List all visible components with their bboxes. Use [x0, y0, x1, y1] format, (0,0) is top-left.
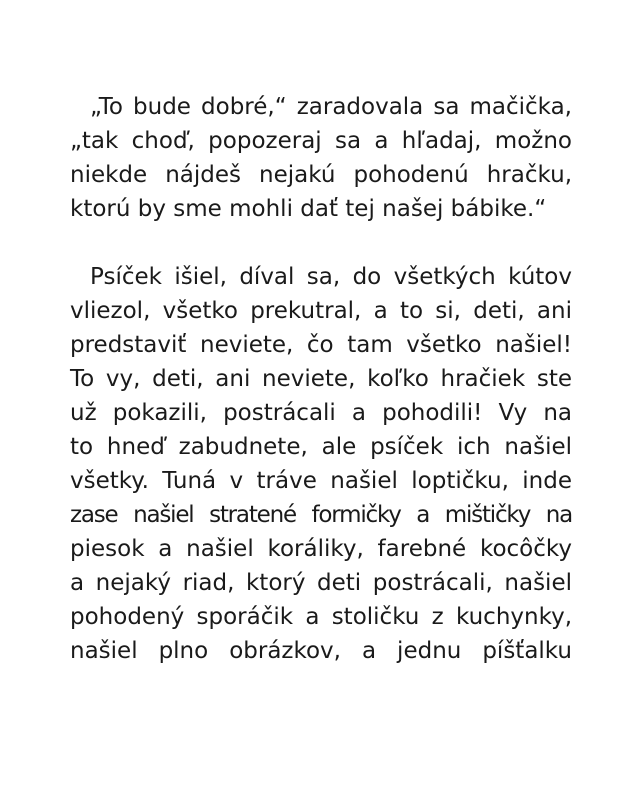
text-line: to hneď zabudnete, ale psíček ich našiel	[70, 434, 572, 460]
paragraph-1	[70, 90, 572, 226]
text-line: piesok a našiel koráliky, farebné kocôčky	[70, 536, 572, 562]
story-text	[70, 90, 572, 668]
text-line: Psíček išiel, díval sa, do všetkých kútov	[90, 264, 572, 290]
text-line: a nejaký riad, ktorý deti postrácali, našiel	[70, 570, 572, 596]
text-line: už pokazili, postrácali a pohodili! Vy na	[70, 400, 572, 426]
paragraph-2	[70, 260, 572, 668]
text-line: niekde nájdeš nejakú pohodenú hračku,	[70, 162, 572, 188]
text-line: ktorú by sme mohli dať tej našej bábike.“	[70, 196, 547, 222]
text-line: pohodený sporáčik a stoličku z kuchynky,	[70, 604, 572, 630]
text-line: „tak choď, popozeraj sa a hľadaj, možno	[70, 128, 572, 154]
text-line: „To bude dobré,“ zaradovala sa mačička,	[90, 94, 572, 120]
text-line: To vy, deti, ani neviete, koľko hračiek ste	[70, 366, 572, 392]
text-line: predstaviť neviete, čo tam všetko našiel!	[70, 332, 572, 358]
text-line: vliezol, všetko prekutral, a to si, deti, ani	[70, 298, 572, 324]
text-line: zase našiel stratené formičky a mištičky na	[70, 502, 572, 528]
text-line: všetky. Tuná v tráve našiel loptičku, inde	[70, 468, 572, 494]
text-line: našiel plno obrázkov, a jednu píšťalku	[70, 638, 572, 664]
